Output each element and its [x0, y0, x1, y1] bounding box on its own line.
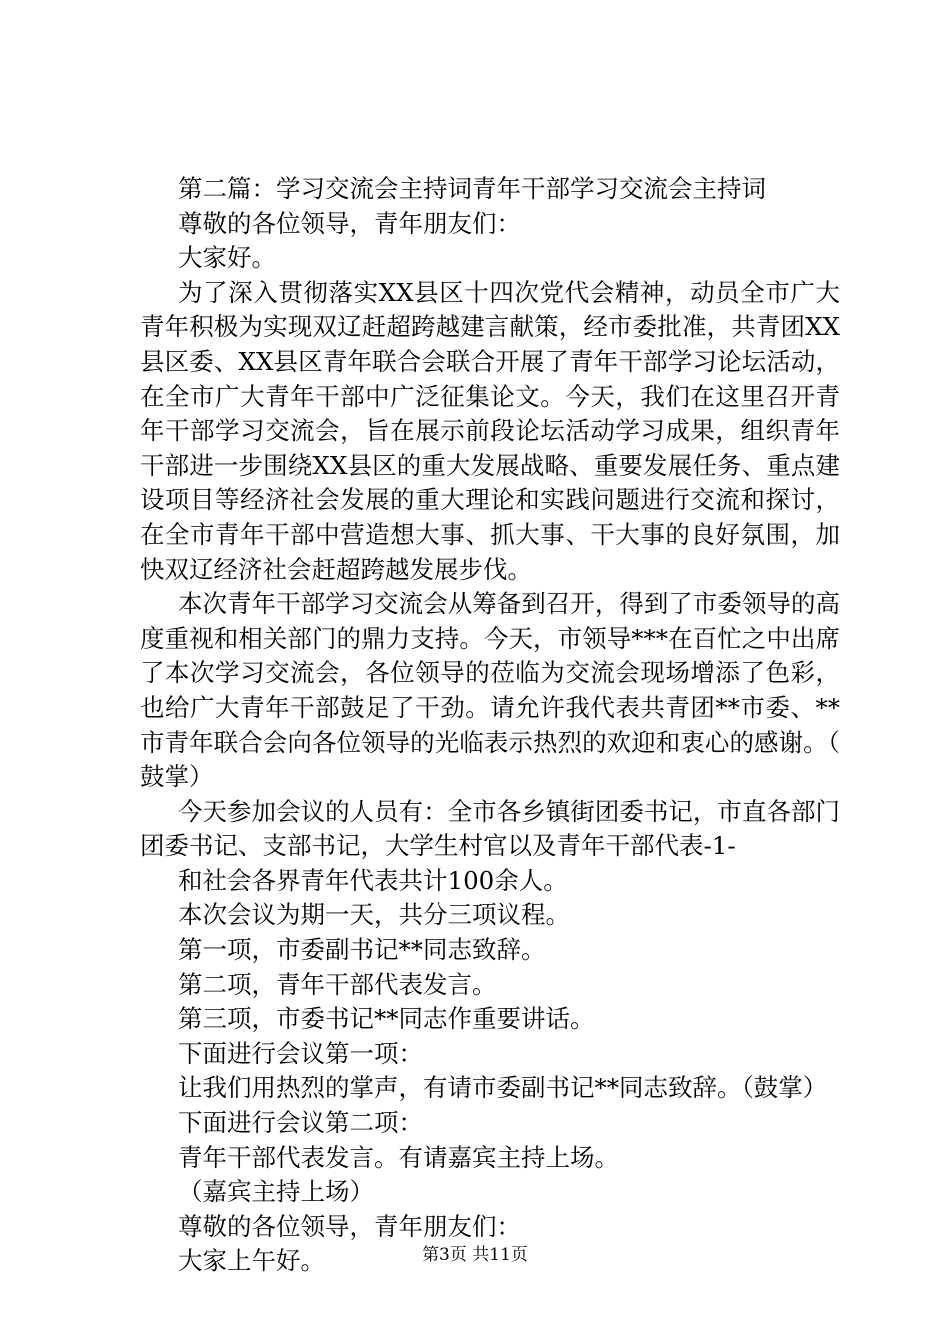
agenda-item-1: 第一项，市委副书记**同志致辞。: [178, 935, 546, 965]
agenda-first-invite: 让我们用热烈的掌声，有请市委副书记**同志致辞。（鼓掌）: [178, 1073, 828, 1103]
page-number-footer: 第3页 共11页: [422, 1245, 528, 1265]
agenda-item-2: 第二项，青年干部代表发言。: [178, 969, 497, 999]
section-heading: 第二篇：学习交流会主持词青年干部学习交流会主持词: [178, 174, 766, 203]
stage-note: （嘉宾主持上场）: [178, 1177, 374, 1207]
paragraph-attendees-count: 和社会各界青年代表共计100余人。: [178, 865, 568, 895]
paragraph-purpose: 为了深入贯彻落实XX县区十四次党代会精神，动员全市广大青年积极为实现双辽赶超跨越建言献策，经市委批准，共青团XX县区委、XX县区青年联合会联合开展了青年干部学习论坛活动，在全市广大青年干部中广泛征集论文。今天，我们在这里召开青年干部学习交流会，旨在展示前段论坛活动学习成果，组织青年干部进一步围绕XX县区的重大发展战略、重要发展任务、重点建设项目等经济社会发展的重大理论和实践问题进行交流和探讨，在全市青年干部中营造想大事、抓大事、干大事的良好氛围，加快双辽经济社会赶超跨越发展步伐。: [140, 277, 840, 584]
agenda-first-start: 下面进行会议第一项：: [178, 1038, 423, 1068]
agenda-second-start: 下面进行会议第二项：: [178, 1108, 423, 1138]
paragraph-thanks: 本次青年干部学习交流会从筹备到召开，得到了市委领导的高度重视和相关部门的鼎力支持。今天，市领导***在百忙之中出席了本次学习交流会，各位领导的莅临为交流会现场增添了色彩，也给广大青年干部鼓足了干劲。请允许我代表共青团**市委、**市青年联合会向各位领导的光临表示热烈的欢迎和衷心的感谢。（鼓掌）: [140, 589, 840, 792]
agenda-second-invite: 青年干部代表发言。有请嘉宾主持上场。: [178, 1142, 619, 1172]
agenda-intro: 本次会议为期一天，共分三项议程。: [178, 900, 570, 930]
document-body: [140, 172, 840, 1279]
paragraph-attendees: 今天参加会议的人员有：全市各乡镇街团委书记，市直各部门团委书记、支部书记，大学生村官以及青年干部代表-1-: [140, 796, 840, 861]
salutation-guest: 尊敬的各位领导，青年朋友们：: [178, 1211, 521, 1241]
greeting: 大家好。: [178, 243, 276, 273]
greeting-morning: 大家上午好。: [178, 1246, 325, 1276]
agenda-item-3: 第三项，市委书记**同志作重要讲话。: [178, 1004, 595, 1034]
salutation: 尊敬的各位领导，青年朋友们：: [178, 208, 521, 238]
